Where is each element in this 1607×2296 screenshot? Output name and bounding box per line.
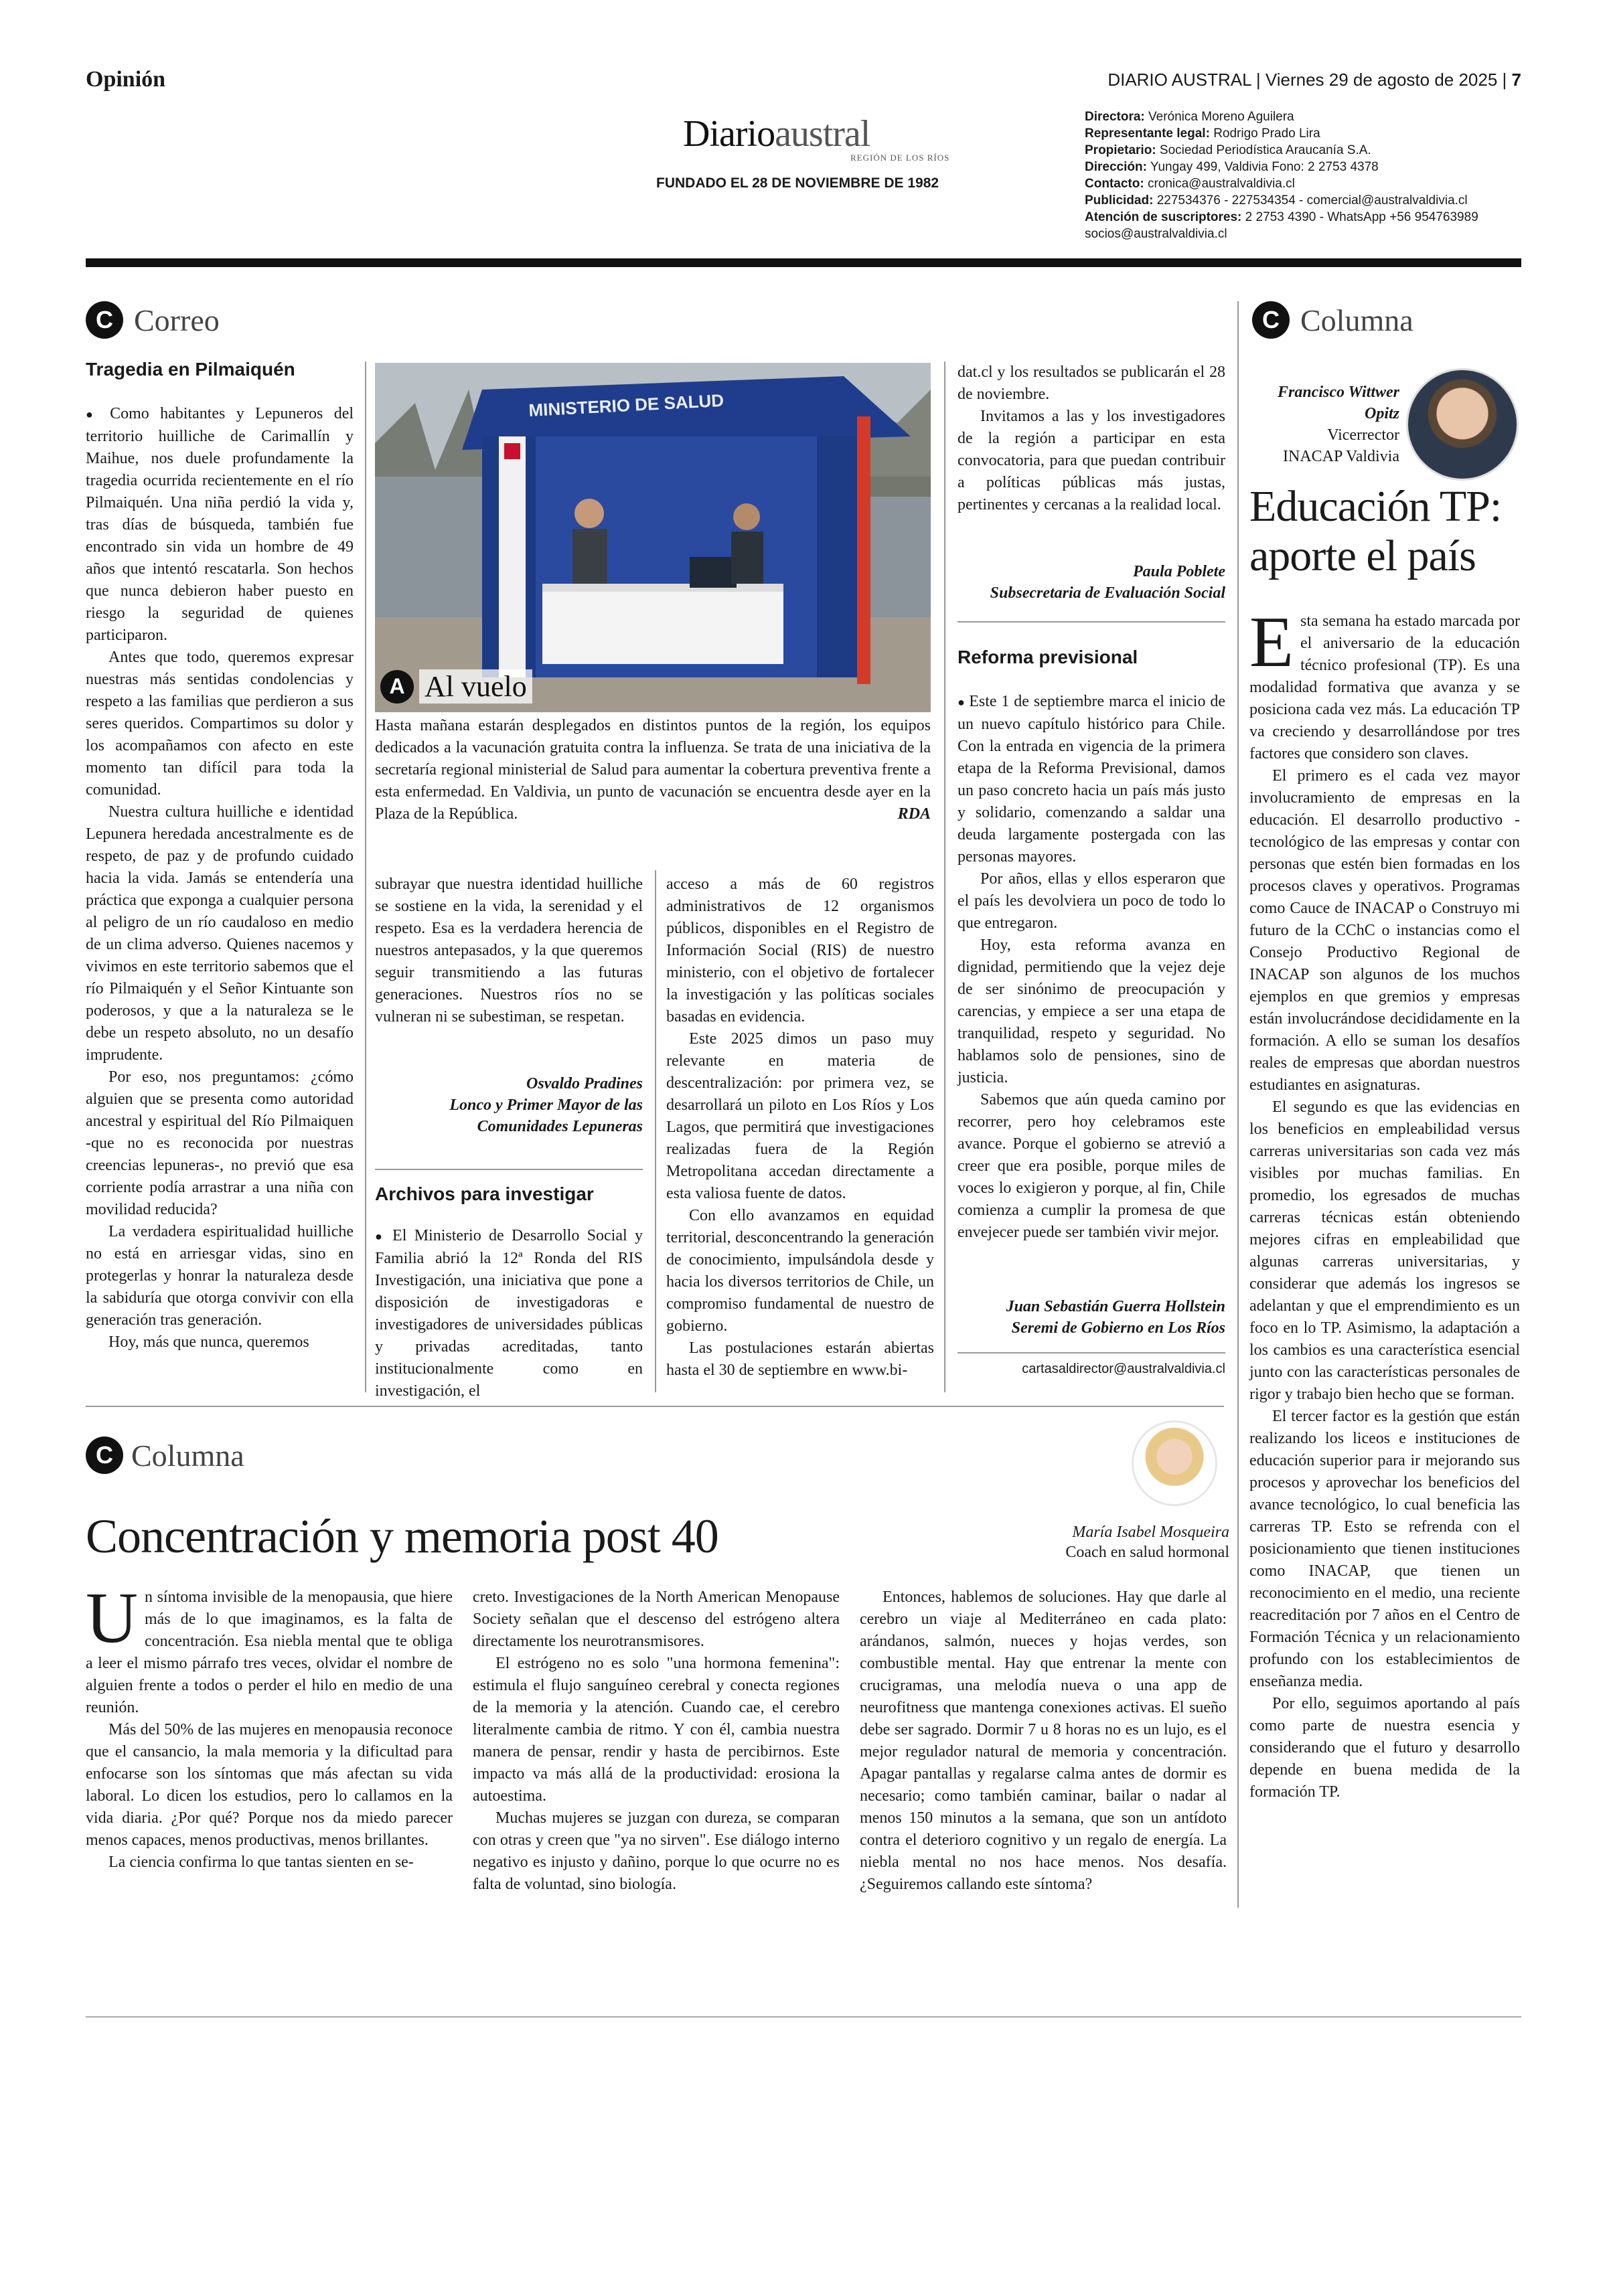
paragraph: El segundo es que las evidencias en los beneficios en empleabilidad versus carreras universitarias son cada vez más visibles por muchas familias. En promedio, los egresados de muchas carreras técnicas están obteniendo mejores cifras en empleabilidad que algunas carreras universitarias, y considerar que además los ingresos se adelantan y que el emprendimiento es un foco en lo TP. Asimismo, la adaptación a los cambios es una característica esencial junto con las características personales de rigor y trabajo bien hecho que se forman. — [1249, 1098, 1520, 1403]
vaccination-tent-image — [375, 363, 931, 712]
letter-divider — [958, 621, 1225, 623]
issue-date: Viernes 29 de agosto de 2025 — [1265, 70, 1498, 90]
paragraph: Antes que todo, queremos expresar nuestras más sentidas condolencias y respeto a las familias que perdieron a sus seres queridos. Compartimos su dolor y los acompañamos con afecto en este momento tan difícil para toda la comunidad. — [86, 649, 354, 799]
author-name: Paula Poblete — [1133, 563, 1225, 580]
columnist-byline — [1252, 382, 1399, 467]
columnist-name: Francisco Wittwer Opitz — [1277, 384, 1399, 422]
column-divider — [1237, 301, 1239, 1908]
paragraph: Sabemos que aún queda camino por recorrer, pero hoy celebramos este avance. Porque el gobierno se atrevió a creer que era posible, porque miles de voces lo exigieron y porque, al fin, Chile comienza a cumplir la promesa de que envejecer puede ser también vivir mejor. — [958, 1091, 1225, 1241]
paragraph: Muchas mujeres se juzgan con dureza, se comparan con otras y creen que "ya no sirven". Ese diálogo interno negativo es injusto y dañino, porque lo que ocurre no es falta de voluntad, sino biología. — [473, 1809, 840, 1893]
paragraph: ● Este 1 de septiembre marca el inicio de un nuevo capítulo histórico para Chile. Con la entrada en vigencia de la primera etapa de la Reforma Previsional, damos un paso concreto hacia un país más justo y solidario, comenzando a saldar una deuda largamente postergada con las personas mayores. — [958, 691, 1225, 868]
section-badge: C — [1252, 301, 1290, 339]
columnist-role: Vicerrector — [1327, 426, 1399, 444]
letter-body — [958, 691, 1225, 1244]
paper-name: DIARIO AUSTRAL — [1107, 70, 1251, 90]
author-role: Seremi de Gobierno en Los Ríos — [1011, 1319, 1225, 1337]
section-label: Opinión — [86, 67, 166, 92]
paragraph: Por años, ellas y ellos esperaron que el país les devolviera un poco de todo lo que entregaron. — [958, 870, 1225, 932]
paragraph: El estrógeno no es solo "una hormona femenina": estimula el flujo sanguíneo cerebral y conecta regiones de la memoria y la atención. Cuando cae, el cerebro literalmente cambia de ritmo. Y con él, cambia nuestra manera de pensar, rendir y hasta de percibirnos. Este impacto va más allá de la productividad: erosiona la autoestima. — [473, 1655, 840, 1805]
letters-email[interactable]: cartasaldirector@australvaldivia.cl — [1022, 1362, 1225, 1376]
column-divider — [655, 870, 656, 1392]
paragraph: Por ello, seguimos aportando al país como parte de nuestra esencia y considerando que el futuro y desarrollo depende en buena medida de la formación TP. — [1249, 1695, 1520, 1801]
dropcap: U — [86, 1578, 138, 1658]
logo-subtitle: REGIÓN DE LOS RÍOS — [850, 153, 950, 163]
letter-body — [86, 403, 354, 1354]
letter-body-cont — [666, 874, 934, 1382]
masthead-line: Directora: Verónica Moreno Aguilera — [1085, 110, 1294, 124]
paragraph: Entonces, hablemos de soluciones. Hay que darle al cerebro un viaje al Mediterráneo en cada plato: arándanos, salmón, nueces y hojas verdes, son combustible mental. Hay que entrenar la mente con crucigramas, una melodía nueva o una app de neurofitness que mantenga conexiones activas. El sueño debe ser sagrado. Dormir 7 u 8 horas no es un lujo, es el mejor regulador natural de memoria y concentración. Apagar pantallas y regalarse calma antes de dormir es necesario; como también caminar, bailar o nadar al menos 150 minutos a la semana, que son un antídoto contra el deterioro cognitivo y un regalo de energía. La niebla mental no nos hace menos. Nos desafía. ¿Seguiremos callando este síntoma? — [860, 1588, 1227, 1893]
tent-banner-text: MINISTERIO DE SALUD — [528, 390, 724, 420]
author-name: Juan Sebastián Guerra Hollstein — [1006, 1298, 1225, 1315]
paragraph: dat.cl y los resultados se publicarán el 28 de noviembre. — [958, 363, 1225, 403]
photo-credit: RDA — [897, 805, 931, 823]
folio-separator-2: | — [1502, 70, 1512, 90]
column-body-col3 — [860, 1586, 1227, 1896]
author-role: Subsecretaria de Evaluación Social — [990, 584, 1225, 602]
vaccination-photo — [375, 363, 931, 712]
section-badge: A — [380, 670, 414, 704]
columnist-role: Coach en salud hormonal — [1065, 1544, 1229, 1561]
logo-accent: austral — [775, 113, 870, 155]
logo-main: Diario — [683, 113, 775, 155]
letter-body — [375, 1225, 643, 1402]
columna-memoria-header — [86, 1437, 244, 1474]
paragraph: ● El Ministerio de Desarrollo Social y Familia abrió la 12ª Ronda del RIS Investigación, una iniciativa que pone a disposición de investigadoras e investigadores de universidades públicas y privadas acreditadas, tanto institucionalmente como en investigación, el — [375, 1225, 643, 1402]
column-title: Educación TP: aporte el país — [1249, 482, 1502, 580]
paragraph: subrayar que nuestra identidad huilliche se sostiene en la vida, la serenidad y el respeto. Esa es la verdadera herencia de nuestros antepasados, y la que queremos seguir transmitiendo a las futuras generaciones. Nuestros ríos no se vulneran ni se subestiman, se respetan. — [375, 876, 643, 1026]
paragraph: El tercer factor es la gestión que están realizando los liceos e instituciones de educación superior para ir mejorando sus procesos y aprovechar los beneficios del avance tecnológico, lo cual beneficia las carreras TP. Esto se refrenda con el posicionamiento que tienen instituciones como INACAP, que tienen un reconocimiento en el medio, una reciente reacreditación por 7 años en el Centro de Formación Técnica y un relacionamiento profundo con los establecimientos de enseñanza media. — [1249, 1408, 1520, 1690]
masthead-credits — [1085, 108, 1540, 242]
letter-body-cont — [958, 361, 1225, 516]
paragraph: Por eso, nos preguntamos: ¿cómo alguien que se presenta como autoridad ancestral y espiritual del Río Pilmaiquen -que no es reconocida por nuestras creencias lepuneras-, no previó que esa corriente podía arrastrar a una niña con movilidad reducida? — [86, 1068, 354, 1218]
author-role: Lonco y Primer Mayor de las Comunidades Lepuneras — [449, 1096, 643, 1135]
column-body-col2 — [473, 1586, 840, 1896]
letter-headline: Reforma previsional — [958, 647, 1138, 667]
masthead-line: Propietario: Sociedad Periodística Araucanía S.A. — [1085, 143, 1371, 157]
paragraph: acceso a más de 60 registros administrativos de 12 organismos públicos, disponibles en el Registro de Información Social (RIS) de nuestro ministerio, con el objetivo de fortalecer la investigación y las políticas sociales basadas en evidencia. — [666, 876, 934, 1026]
columnist-org: INACAP Valdivia — [1283, 448, 1399, 465]
letter-divider — [958, 1352, 1225, 1354]
paragraph: La ciencia confirma lo que tantas sienten en se- — [108, 1854, 414, 1871]
header-rule — [86, 258, 1521, 267]
dropcap: E — [1249, 602, 1294, 682]
paragraph: creto. Investigaciones de la North American Menopause Society señalan que el descenso del estrógeno altera directamente los neurotransmisores. — [473, 1588, 840, 1650]
letter-signature — [958, 561, 1225, 604]
column-body — [1249, 602, 1520, 1803]
columnist-avatar — [1406, 368, 1519, 481]
paragraph: n síntoma invisible de la menopausia, que hiere más de lo que imaginamos, es la falta de concentración. Esa niebla mental que te obliga a leer el mismo párrafo tres veces, olvidar el nombre de alguien frente a todos o perder el hilo en medio de una reunión. — [86, 1588, 453, 1716]
masthead-line: Atención de suscriptores: 2 2753 4390 - WhatsApp +56 954763989 — [1085, 210, 1478, 224]
paragraph: Invitamos a las y los investigadores de la región a participar en esta convocatoria, para que puedan contribuir a políticas públicas más justas, pertinentes y cercanas a la realidad local. — [958, 408, 1225, 513]
page-number: 7 — [1511, 70, 1521, 90]
column-title: Concentración y memoria post 40 — [86, 1509, 718, 1563]
masthead-line: Representante legal: Rodrigo Prado Lira — [1085, 127, 1320, 141]
columnist-name: María Isabel Mosqueira — [1072, 1524, 1229, 1541]
section-title: Columna — [131, 1438, 244, 1473]
paragraph: Hoy, más que nunca, queremos — [108, 1333, 309, 1351]
section-divider — [86, 1406, 1224, 1407]
paragraph: La verdadera espiritualidad huilliche no está en arriesgar vidas, sino en protegerlas y honrar la naturaleza desde la sabiduría que otorga convivir con ella generación tras generación. — [86, 1223, 354, 1329]
letter-headline: Tragedia en Pilmaiquén — [86, 359, 295, 380]
column-body-col1 — [86, 1578, 453, 1874]
author-name: Osvaldo Pradines — [526, 1075, 643, 1092]
column-divider — [365, 361, 366, 1392]
columnist-avatar — [1132, 1420, 1217, 1506]
folio-separator: | — [1255, 70, 1266, 90]
paragraph: sta semana ha estado marcada por el aniversario de la educación técnico profesional (TP). Es una modalidad formativa que avanza y se posiciona cada vez más. La educación TP va creciendo y desarrollándose por tres factores que considero son claves. — [1249, 612, 1520, 762]
paragraph: Este 2025 dimos un paso muy relevante en materia de descentralización: por primera vez, se desarrollará un piloto en Los Ríos y Los Lagos, que permitirá que investigaciones realizadas fuera de la Región Metropolitana accedan directamente a esta valiosa fuente de datos. — [666, 1030, 934, 1202]
letter-signature — [958, 1296, 1225, 1339]
masthead-line: Contacto: cronica@australvaldivia.cl — [1085, 177, 1295, 191]
paragraph: Con ello avanzamos en equidad territorial, desconcentrando la generación de conocimiento, impulsándola desde y hacia los diversos territorios de Chile, un compromiso fundamental de nuestro de gobierno. — [666, 1207, 934, 1335]
column-divider — [944, 361, 945, 1392]
alvuelo-header — [380, 669, 532, 704]
caption-text: Hasta mañana estarán desplegados en distintos puntos de la región, los equipos dedicados a la vacunación gratuita contra la influenza. Se trata de una iniciativa de la secretaría regional ministerial de Salud para aumentar la cobertura preventiva frente a esta enfermedad. En Valdivia, un punto de vacunación se encuentra desde ayer en la Plaza de la República. — [375, 717, 931, 823]
masthead-line: Publicidad: 227534376 - 227534354 - comercial@australvaldivia.cl — [1085, 193, 1468, 208]
paragraph: El primero es el cada vez mayor involucramiento de empresas en la educación. El desarrollo productivo - tecnológico de las empresas y contar con personas que estén bien formadas en los procesos claves y operativos. Programas como Cauce de INACAP o Construyo mi futuro de la CChC o instancias como el Consejo Productivo Regional de INACAP son algunos de los muchos ejemplos en que gremios y empresas están involucrándose decididamente en la formación. A ello se suman los desafíos reales de empresas que abordan nuestros estudiantes en asignaturas. — [1249, 767, 1520, 1094]
masthead-line: Dirección: Yungay 499, Valdivia Fono: 2 2753 4378 — [1085, 160, 1379, 174]
founded-line: FUNDADO EL 28 DE NOVIEMBRE DE 1982 — [656, 175, 939, 191]
correo-section-header — [86, 301, 220, 339]
letter-continuation — [375, 874, 643, 1028]
section-title: Al vuelo — [419, 669, 532, 704]
paragraph: Nuestra cultura huilliche e identidad Lepunera heredada ancestralmente es de respeto, de paz y de profundo cuidado hacia la vida. Jamás se entendería una práctica que exponga a cualquier persona al peligro de un río caudaloso en medio de un clima adverso. Quienes nacemos y vivimos en este territorio sabemos que el río Pilmaiquén y el Señor Kintuante son poderosos, y que a la naturaleza se le debe un respeto absoluto, no un desafío imprudente. — [86, 803, 354, 1064]
section-title: Correo — [134, 303, 220, 337]
masthead-line: socios@australvaldivia.cl — [1085, 227, 1227, 241]
section-title: Columna — [1300, 303, 1413, 337]
letter-headline: Archivos para investigar — [375, 1183, 594, 1204]
section-badge: C — [86, 1437, 123, 1474]
letter-divider — [375, 1169, 643, 1170]
columna-tp-header — [1252, 301, 1413, 339]
photo-caption — [375, 715, 931, 825]
section-badge: C — [86, 301, 123, 339]
paragraph: ● Como habitantes y Lepuneros del territorio huilliche de Carimallín y Maihue, nos duele profundamente la tragedia ocurrida recientemente en el río Pilmaiquén. Una niña perdió la vida y, tras días de búsqueda, también fue encontrado sin vida un hombre de 49 años que intentó rescatarla. Son hechos que nunca debieron haber puesto en riesgo la seguridad de quienes participaron. — [86, 403, 354, 647]
footer-rule — [86, 2016, 1521, 2018]
paragraph: Hoy, esta reforma avanza en dignidad, permitiendo que la vejez deje de ser sinónimo de preocupación y carencias, y empiece a ser una etapa de tranquilidad, respeto y seguridad. No hablamos solo de pensiones, sino de justicia. — [958, 936, 1225, 1086]
paragraph: Las postulaciones estarán abiertas hasta el 30 de septiembre en www.bi- — [666, 1339, 934, 1379]
folio — [1107, 70, 1521, 90]
paragraph: Más del 50% de las mujeres en menopausia reconoce que el cansancio, la mala memoria y la dificultad para enfocarse son los síntomas que más afectan su vida laboral. Lo dicen los estudios, pero lo callamos en la vida diaria. ¿Por qué? Porque nos da miedo parecer menos capaces, menos productivas, menos brillantes. — [86, 1721, 453, 1849]
letter-signature — [375, 1073, 643, 1137]
newspaper-logo — [683, 112, 870, 155]
columnist-byline — [991, 1522, 1229, 1562]
